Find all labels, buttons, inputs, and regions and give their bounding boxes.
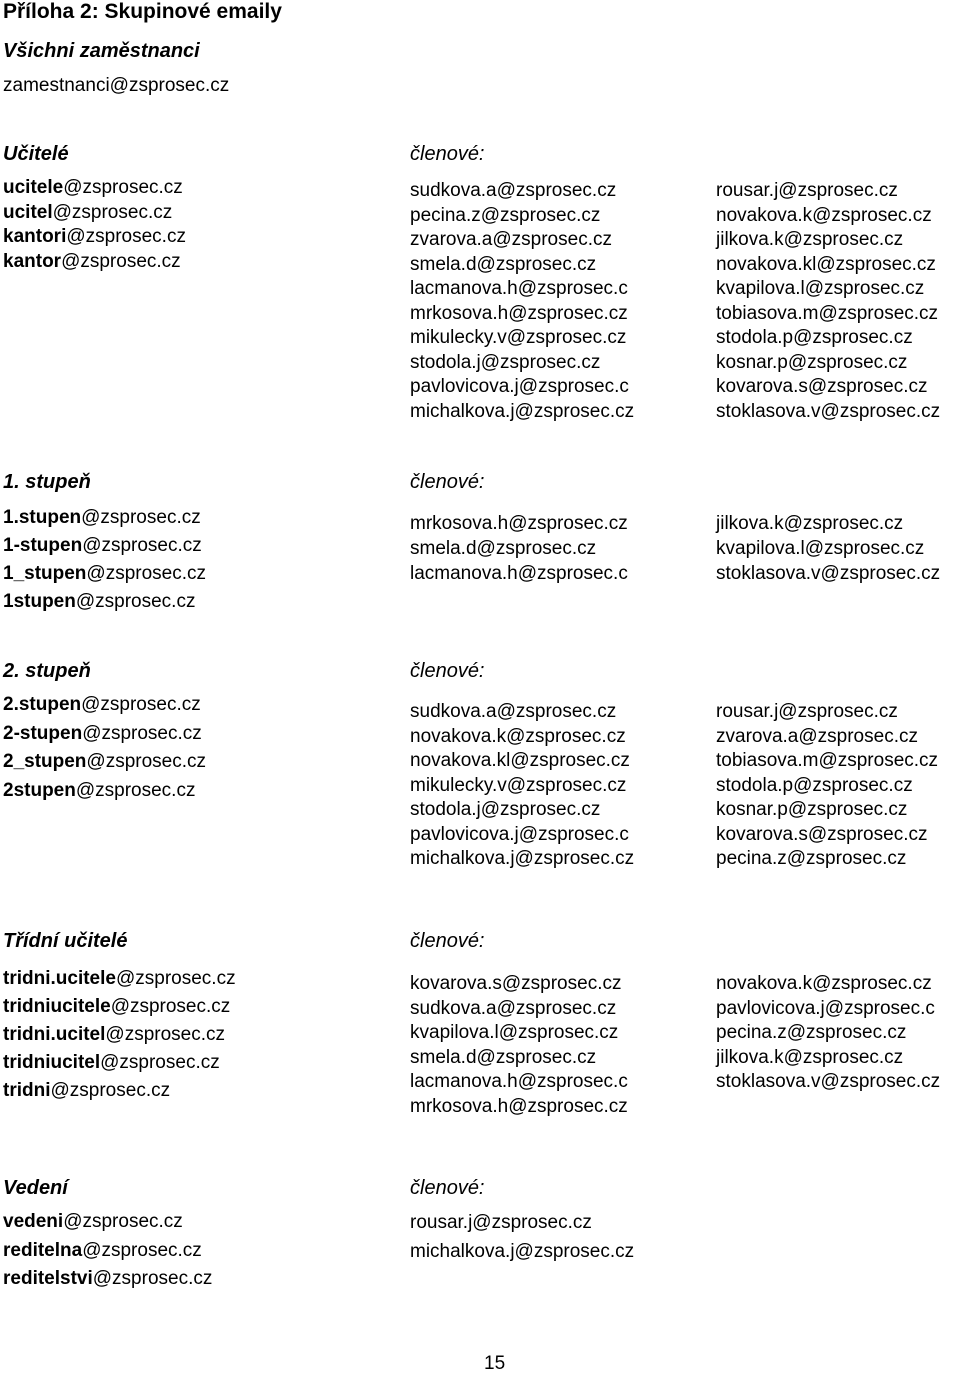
alias-domain: @zsprosec.cz — [63, 177, 183, 198]
alias-name: vedeni — [3, 1211, 64, 1232]
member-email: zvarova.a@zsprosec.cz — [410, 229, 612, 250]
alias-domain: @zsprosec.cz — [86, 751, 207, 772]
section-heading: 2. stupeň — [3, 660, 91, 682]
alias-domain: @zsprosec.cz — [75, 591, 196, 612]
group-alias-address — [3, 591, 195, 613]
alias-domain: @zsprosec.cz — [75, 779, 196, 801]
all-staff-address: zamestnanci@zsprosec.cz — [3, 75, 230, 96]
members-label: členové: — [410, 143, 485, 165]
member-email: tobiasova.m@zsprosec.cz — [716, 750, 939, 771]
member-email: rousar.j@zsprosec.cz — [716, 180, 898, 201]
members-label: členové: — [410, 930, 485, 952]
group-alias-address — [3, 1268, 212, 1290]
section-heading: Třídní učitelé — [3, 930, 128, 952]
group-alias-address — [3, 535, 202, 557]
group-alias-address — [3, 1240, 202, 1262]
section-heading: Vedení — [3, 1177, 68, 1199]
member-email: mrkosova.h@zsprosec.cz — [410, 513, 628, 534]
member-email: stoklasova.v@zsprosec.cz — [716, 563, 941, 584]
alias-domain: @zsprosec.cz — [63, 1211, 183, 1232]
member-email: smela.d@zsprosec.cz — [410, 538, 597, 559]
member-email: stodola.p@zsprosec.cz — [716, 327, 913, 348]
member-email: kvapilova.l@zsprosec.cz — [410, 1022, 619, 1043]
group-alias-address — [3, 507, 201, 529]
member-email: zvarova.a@zsprosec.cz — [716, 725, 918, 747]
member-email: stoklasova.v@zsprosec.cz — [716, 1071, 941, 1092]
member-email: kvapilova.l@zsprosec.cz — [716, 538, 925, 559]
group-alias-address — [3, 563, 206, 585]
alias-domain: @zsprosec.cz — [66, 226, 186, 247]
alias-name: tridni — [3, 1080, 51, 1101]
member-email: lacmanova.h@zsprosec.c — [410, 563, 628, 584]
member-email: pecina.z@zsprosec.cz — [716, 848, 907, 869]
member-email: mikulecky.v@zsprosec.cz — [410, 774, 627, 796]
members-label: členové: — [410, 471, 485, 493]
alias-name: 2stupen — [3, 779, 76, 801]
member-email: sudkova.a@zsprosec.cz — [410, 180, 617, 201]
member-email: lacmanova.h@zsprosec.c — [410, 278, 628, 299]
alias-name: tridniucitel — [3, 1052, 101, 1073]
alias-name: reditelstvi — [3, 1268, 93, 1289]
member-email: pavlovicova.j@zsprosec.c — [410, 823, 629, 845]
alias-domain: @zsprosec.cz — [86, 563, 207, 584]
member-email: rousar.j@zsprosec.cz — [716, 701, 898, 722]
member-email: stoklasova.v@zsprosec.cz — [716, 400, 941, 422]
member-email: rousar.j@zsprosec.cz — [410, 1212, 592, 1233]
group-alias-address — [3, 1080, 170, 1102]
member-email: stodola.p@zsprosec.cz — [716, 774, 913, 796]
member-email: kovarova.s@zsprosec.cz — [716, 376, 928, 397]
member-email: kovarova.s@zsprosec.cz — [410, 973, 622, 994]
alias-name: 1stupen — [3, 591, 76, 612]
alias-name: 2.stupen — [3, 694, 82, 715]
member-email: jilkova.k@zsprosec.cz — [716, 1046, 904, 1068]
members-label: členové: — [410, 1177, 485, 1199]
alias-domain: @zsprosec.cz — [82, 1239, 202, 1261]
group-alias-address — [3, 1052, 220, 1074]
group-alias-address — [3, 723, 202, 745]
alias-domain: @zsprosec.cz — [110, 996, 231, 1017]
member-email: stodola.j@zsprosec.cz — [410, 799, 601, 820]
alias-name: tridniucitele — [3, 996, 111, 1017]
group-alias-address — [3, 251, 181, 273]
group-alias-address — [3, 968, 236, 990]
alias-name: kantori — [3, 226, 67, 247]
member-email: smela.d@zsprosec.cz — [410, 253, 597, 275]
all-staff-heading: Všichni zaměstnanci — [3, 40, 200, 62]
page-title: Příloha 2: Skupinové emaily — [3, 0, 282, 23]
group-alias-address — [3, 751, 206, 773]
group-alias-address — [3, 1024, 225, 1046]
alias-name: tridni.ucitele — [3, 968, 116, 989]
member-email: michalkova.j@zsprosec.cz — [410, 400, 635, 422]
group-alias-address — [3, 1211, 183, 1233]
page-number: 15 — [484, 1353, 506, 1374]
alias-domain: @zsprosec.cz — [50, 1080, 171, 1101]
member-email: stodola.j@zsprosec.cz — [410, 351, 601, 373]
member-email: kovarova.s@zsprosec.cz — [716, 823, 928, 845]
alias-name: 2-stupen — [3, 722, 83, 744]
member-email: smela.d@zsprosec.cz — [410, 1046, 597, 1068]
alias-name: ucitele — [3, 177, 64, 198]
alias-domain: @zsprosec.cz — [52, 201, 173, 223]
member-email: novakova.kl@zsprosec.cz — [716, 253, 936, 275]
member-email: pavlovicova.j@zsprosec.c — [410, 376, 629, 397]
alias-domain: @zsprosec.cz — [81, 694, 201, 715]
section-heading: Učitelé — [3, 143, 69, 165]
alias-domain: @zsprosec.cz — [115, 968, 236, 989]
member-email: jilkova.k@zsprosec.cz — [716, 513, 904, 534]
section-heading: 1. stupeň — [3, 471, 91, 493]
alias-name: 1-stupen — [3, 535, 83, 556]
member-email: michalkova.j@zsprosec.cz — [410, 848, 635, 869]
member-email: michalkova.j@zsprosec.cz — [410, 1241, 635, 1262]
alias-domain: @zsprosec.cz — [61, 250, 181, 272]
members-label: členové: — [410, 660, 485, 682]
member-email: sudkova.a@zsprosec.cz — [410, 997, 617, 1019]
alias-domain: @zsprosec.cz — [82, 722, 202, 744]
member-email: mikulecky.v@zsprosec.cz — [410, 327, 627, 348]
member-email: kvapilova.l@zsprosec.cz — [716, 278, 925, 299]
member-email: kosnar.p@zsprosec.cz — [716, 351, 908, 373]
group-alias-address — [3, 202, 172, 224]
member-email: kosnar.p@zsprosec.cz — [716, 799, 908, 820]
alias-name: ucitel — [3, 201, 53, 223]
member-email: pecina.z@zsprosec.cz — [716, 1022, 907, 1043]
member-email: novakova.k@zsprosec.cz — [716, 204, 932, 226]
member-email: jilkova.k@zsprosec.cz — [716, 229, 904, 250]
alias-domain: @zsprosec.cz — [105, 1024, 226, 1045]
group-alias-address — [3, 226, 186, 248]
member-email: novakova.kl@zsprosec.cz — [410, 750, 630, 771]
group-alias-address — [3, 177, 183, 199]
alias-domain: @zsprosec.cz — [100, 1052, 220, 1073]
member-email: mrkosova.h@zsprosec.cz — [410, 302, 628, 324]
member-email: sudkova.a@zsprosec.cz — [410, 701, 617, 722]
alias-name: 2_stupen — [3, 751, 87, 772]
member-email: mrkosova.h@zsprosec.cz — [410, 1095, 628, 1117]
alias-name: 1.stupen — [3, 507, 82, 528]
group-alias-address — [3, 780, 195, 802]
alias-name: tridni.ucitel — [3, 1024, 106, 1045]
group-alias-address — [3, 694, 201, 716]
alias-name: 1_stupen — [3, 563, 87, 584]
member-email: pavlovicova.j@zsprosec.c — [716, 997, 935, 1019]
member-email: novakova.k@zsprosec.cz — [410, 725, 626, 747]
member-email: tobiasova.m@zsprosec.cz — [716, 302, 939, 324]
alias-domain: @zsprosec.cz — [81, 507, 201, 528]
member-email: pecina.z@zsprosec.cz — [410, 204, 601, 226]
alias-name: reditelna — [3, 1239, 83, 1261]
group-alias-address — [3, 996, 230, 1018]
alias-domain: @zsprosec.cz — [82, 535, 202, 556]
alias-domain: @zsprosec.cz — [92, 1268, 213, 1289]
alias-name: kantor — [3, 250, 62, 272]
member-email: lacmanova.h@zsprosec.c — [410, 1071, 628, 1092]
member-email: novakova.k@zsprosec.cz — [716, 973, 932, 994]
